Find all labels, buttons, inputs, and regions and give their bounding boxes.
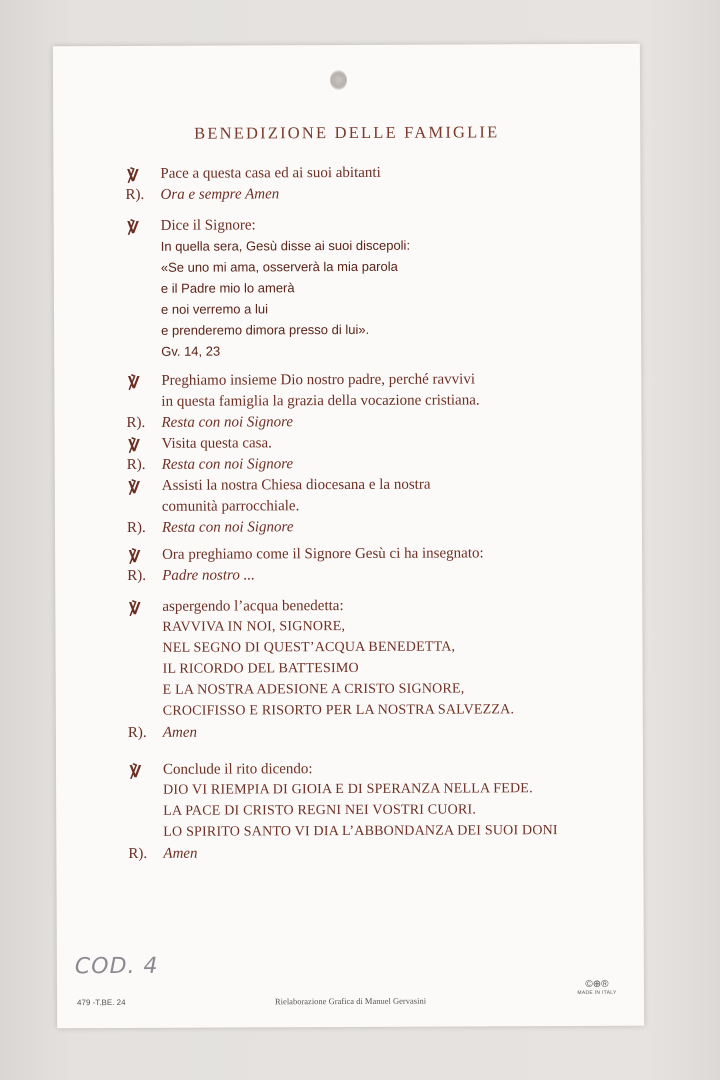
- prayer-line: [55, 545, 642, 569]
- prayer-text: e noi verremo a lui: [160, 301, 268, 317]
- prayer-line: [54, 342, 641, 366]
- prayer-line: [54, 392, 641, 416]
- prayer-line: [55, 455, 642, 479]
- prayer-line: [56, 723, 643, 747]
- prayer-line: [54, 300, 641, 324]
- prayer-text: in questa famiglia la grazia della vocazione cristiana.: [161, 392, 480, 410]
- prayer-line: [54, 258, 641, 282]
- prayer-line: [54, 321, 641, 345]
- prayer-section: [53, 164, 640, 209]
- prayer-text: NEL SEGNO DI QUEST’ACQUA BENEDETTA,: [162, 639, 456, 656]
- copyright-logo-icon: ©⊕®: [585, 978, 609, 990]
- prayer-text: LA PACE DI CRISTO REGNI NEI VOSTRI CUORI.: [163, 802, 477, 819]
- prayer-text: comunità parrocchiale.: [161, 498, 300, 515]
- versicle-mark: ℣: [129, 548, 141, 566]
- prayer-card: [53, 44, 644, 1029]
- prayer-text: LO SPIRITO SANTO VI DIA L’ABBONDANZA DEI SUOI DONI: [163, 823, 558, 840]
- prayer-text: DIO VI RIEMPIA DI GIOIA E DI SPERANZA NELLA FEDE.: [163, 781, 533, 798]
- prayer-line: [55, 566, 642, 590]
- versicle-mark: ℣: [127, 167, 139, 185]
- prayer-text: E LA NOSTRA ADESIONE A CRISTO SIGNORE,: [162, 681, 465, 698]
- prayer-line: [56, 802, 643, 826]
- prayer-text: CROCIFISSO E RISORTO PER LA NOSTRA SALVEZZA.: [162, 702, 515, 719]
- response-text: Ora e sempre Amen: [160, 186, 280, 203]
- prayer-section: [54, 216, 642, 366]
- prayer-line: [54, 216, 641, 240]
- prayer-text: Conclude il rito dicendo:: [162, 761, 313, 778]
- prayer-line: [56, 781, 643, 805]
- prayer-line: [56, 844, 643, 868]
- prayer-line: [56, 681, 643, 705]
- versicle-mark: ℣: [128, 374, 140, 392]
- response-text: Resta con noi Signore: [161, 519, 294, 536]
- prayer-section: [55, 597, 643, 747]
- prayer-text: Preghiamo insieme Dio nostro padre, perché ravvivi: [161, 371, 476, 389]
- prayer-text: e il Padre mio lo amerà: [160, 280, 295, 296]
- versicle-mark: ℣: [127, 219, 139, 237]
- response-text: Resta con noi Signore: [161, 456, 294, 473]
- prayer-text: Dice il Signore:: [160, 217, 256, 234]
- prayer-line: [53, 185, 640, 209]
- response-mark: R).: [128, 845, 148, 862]
- prayer-text: Pace a questa casa ed ai suoi abitanti: [160, 164, 381, 182]
- versicle-mark: ℣: [129, 763, 142, 781]
- prayer-text: Assisti la nostra Chiesa diocesana e la nostra: [161, 476, 431, 494]
- handwritten-note: COD. 4: [74, 953, 159, 980]
- prayer-text: In quella sera, Gesù disse ai suoi discepoli:: [160, 237, 411, 254]
- prayer-text: Visita questa casa.: [161, 435, 272, 452]
- publisher-logo: [575, 979, 619, 996]
- prayer-line: [55, 497, 642, 521]
- prayer-text: «Se uno mi ama, osserverà la mia parola: [160, 258, 398, 275]
- prayer-text: RAVVIVA IN NOI, SIGNORE,: [162, 619, 346, 635]
- prayer-line: [56, 702, 643, 726]
- response-text: Resta con noi Signore: [161, 414, 294, 431]
- response-text: Padre nostro ...: [162, 567, 255, 584]
- prayer-text: Gv. 14, 23: [161, 343, 221, 359]
- prayer-line: [54, 371, 641, 395]
- versicle-mark: ℣: [129, 600, 141, 618]
- prayer-line: [55, 639, 642, 663]
- card-title: BENEDIZIONE DELLE FAMIGLIE: [194, 122, 500, 143]
- prayer-text: e prenderemo dimora presso di lui».: [161, 321, 370, 338]
- prayer-text: IL RICORDO DEL BATTESIMO: [162, 660, 359, 677]
- prayer-section: [56, 760, 643, 868]
- prayer-line: [53, 164, 640, 188]
- response-mark: R).: [127, 567, 146, 584]
- prayer-line: [54, 237, 641, 261]
- prayer-text: Ora preghiamo come il Signore Gesù ci ha insegnato:: [162, 545, 484, 563]
- made-in-italy-label: MADE IN ITALY: [577, 989, 617, 997]
- graphic-credit: Rielaborazione Grafica di Manuel Gervasini: [274, 995, 427, 1007]
- prayer-line: [55, 434, 642, 458]
- prayer-line: [55, 518, 642, 542]
- prayer-line: [56, 760, 643, 784]
- prayer-line: [54, 413, 641, 437]
- prayer-section: [54, 371, 642, 542]
- prayer-line: [56, 660, 643, 684]
- response-mark: R).: [126, 456, 146, 473]
- product-code: 479 -T.BE. 24: [77, 997, 126, 1008]
- prayer-section: [55, 545, 642, 590]
- versicle-mark: ℣: [128, 437, 140, 455]
- response-mark: R).: [127, 724, 147, 741]
- hang-hole: [330, 70, 347, 90]
- prayer-line: [55, 597, 642, 621]
- response-text: Amen: [162, 724, 198, 741]
- response-mark: R).: [126, 414, 146, 431]
- prayer-line: [55, 476, 642, 500]
- prayer-line: [56, 823, 643, 847]
- prayer-line: [54, 279, 641, 303]
- prayer-text: aspergendo l’acqua benedetta:: [162, 598, 344, 615]
- prayer-line: [55, 618, 642, 642]
- response-text: Amen: [163, 845, 198, 862]
- response-mark: R).: [126, 519, 146, 536]
- versicle-mark: ℣: [128, 479, 140, 497]
- response-mark: R).: [125, 186, 145, 203]
